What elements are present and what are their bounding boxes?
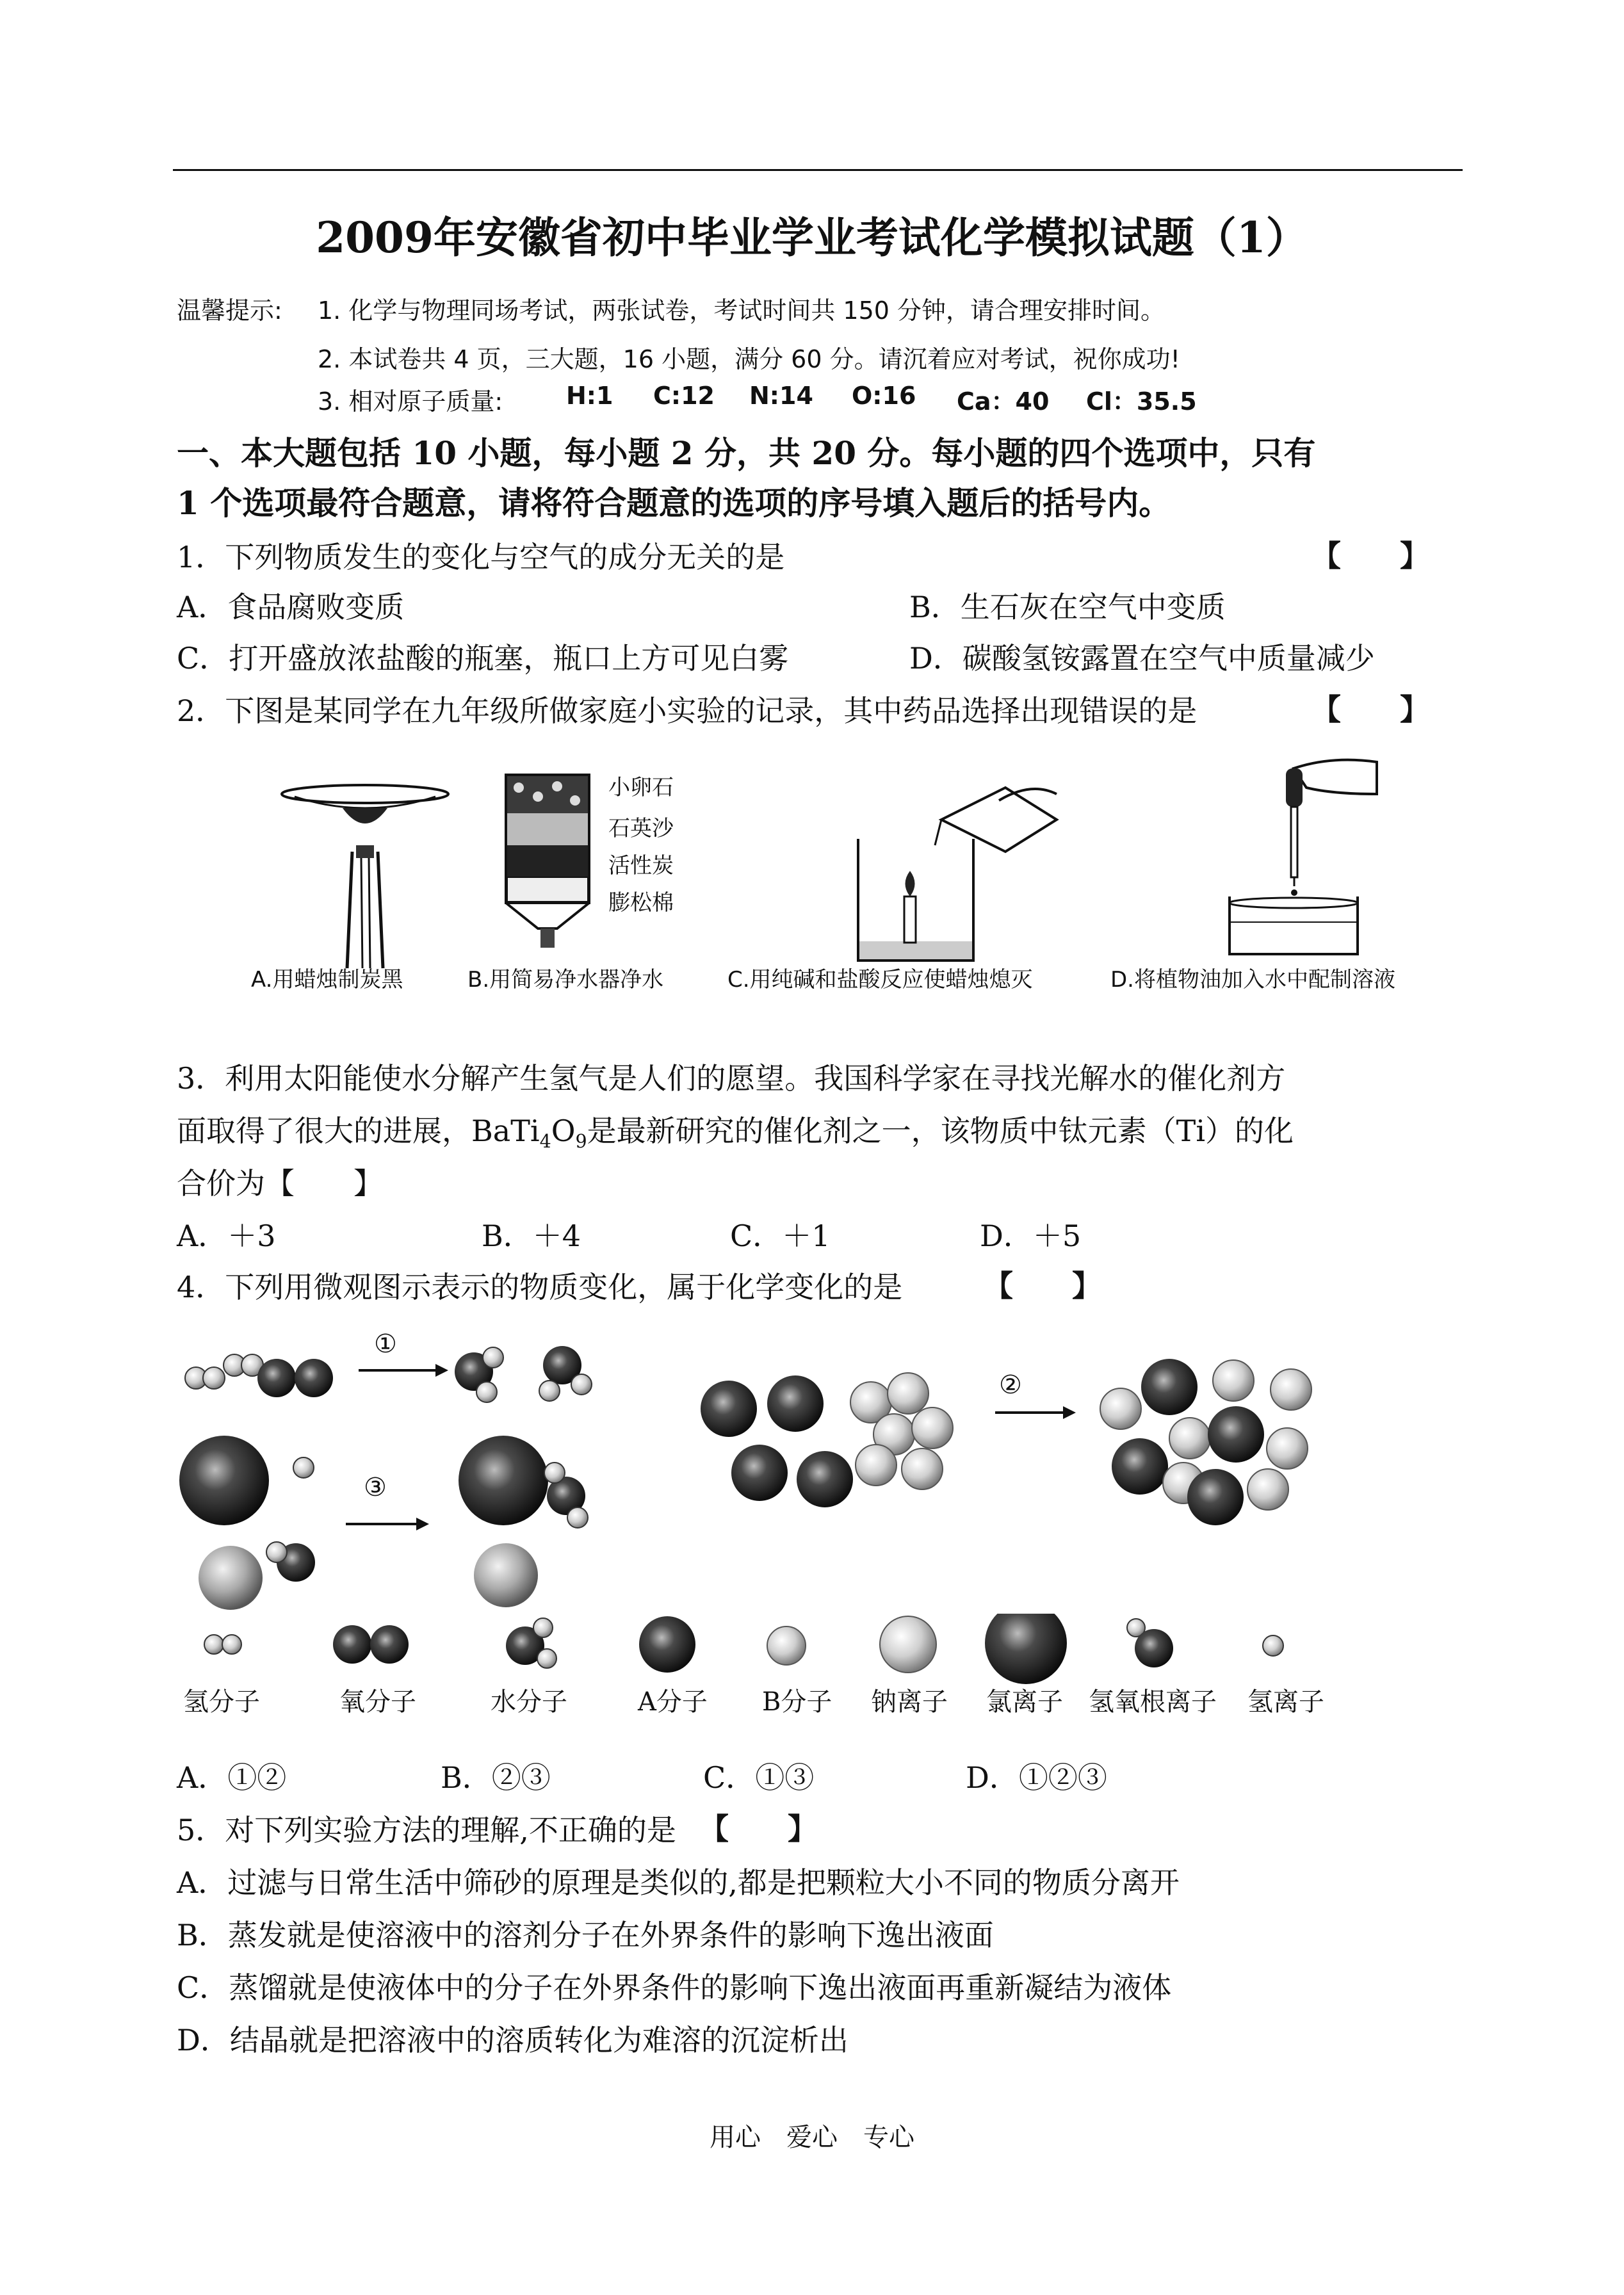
q1-answer-bracket[interactable]: 【 】 (1311, 539, 1429, 573)
q4-option-d: D．①②③ (966, 1760, 1107, 1795)
q4-legend-particles (173, 1614, 1358, 1684)
tips-label: 温馨提示: (177, 296, 282, 325)
q2-figure-c (845, 781, 1063, 967)
section-1-heading-line-2: 1 个选项最符合题意，请将符合题意的选项的序号填入题后的括号内。 (177, 484, 1171, 522)
q4-legend-h2o: 水分子 (491, 1687, 567, 1717)
tip-line-1: 1. 化学与物理同场考试，两张试卷，考试时间共 150 分钟，请合理安排时间。 (318, 296, 1165, 325)
q2-caption-b: B.用简易净水器净水 (467, 967, 664, 993)
mass-cl: Cl：35.5 (1086, 387, 1197, 416)
q3-option-d: D．＋5 (980, 1219, 1082, 1253)
q4-option-a: A．①② (177, 1760, 287, 1795)
q4-stem: 4．下列用微观图示表示的物质变化，属于化学变化的是 (177, 1270, 903, 1304)
q4-legend-h2: 氢分子 (183, 1687, 260, 1717)
q2-answer-bracket[interactable]: 【 】 (1311, 692, 1429, 727)
q2-figure-a (269, 768, 461, 973)
q4-arrow-label-1: ① (374, 1329, 397, 1359)
q4-option-c: C．①③ (703, 1760, 815, 1795)
q5-answer-bracket[interactable]: 【 】 (699, 1812, 817, 1846)
q4-arrow-label-2: ② (999, 1370, 1022, 1400)
q3-option-a: A．＋3 (177, 1219, 276, 1253)
q1-option-b: B．生石灰在空气中变质 (909, 590, 1226, 624)
q5-option-b: B．蒸发就是使溶液中的溶剂分子在外界条件的影响下逸出液面 (177, 1918, 994, 1952)
q2-label-cotton: 膨松棉 (608, 890, 674, 916)
q4-legend-b: B分子 (762, 1687, 832, 1717)
q3-line-2: 面取得了很大的进展，$BaTi_4O_9$是最新研究的催化剂之一，该物质中钛元素（Ti）的化 (177, 1114, 1294, 1153)
q4-legend-a: A分子 (638, 1687, 708, 1717)
q4-arrow-label-3: ③ (364, 1473, 387, 1502)
q2-label-carbon: 活性炭 (608, 853, 674, 879)
q5-option-a: A．过滤与日常生活中筛砂的原理是类似的,都是把颗粒大小不同的物质分离开 (177, 1865, 1180, 1900)
q1-option-a: A．食品腐败变质 (177, 590, 405, 624)
q5-stem: 5．对下列实验方法的理解,不正确的是 (177, 1813, 676, 1847)
q4-legend-oh: 氢氧根离子 (1089, 1687, 1217, 1717)
q4-answer-bracket[interactable]: 【 】 (984, 1269, 1101, 1303)
mass-n: N:14 (749, 382, 813, 410)
q4-reaction-diagrams (173, 1332, 1390, 1614)
q4-legend-na: 钠离子 (871, 1687, 948, 1717)
page-footer: 用心 爱心 专心 (710, 2123, 914, 2152)
q2-caption-c: C.用纯碱和盐酸反应使蜡烛熄灭 (727, 967, 1033, 993)
header-rule (173, 169, 1463, 171)
q2-caption-d: D.将植物油加入水中配制溶液 (1110, 967, 1395, 993)
q2-figure-d (1204, 756, 1383, 961)
q2-label-pebbles: 小卵石 (608, 775, 674, 800)
q1-option-c: C．打开盛放浓盐酸的瓶塞，瓶口上方可见白雾 (177, 641, 789, 676)
section-1-heading-line-1: 一、本大题包括 10 小题，每小题 2 分，共 20 分。每小题的四个选项中，只有 (177, 434, 1316, 472)
q2-label-sand: 石英沙 (608, 816, 674, 841)
mass-o: O:16 (852, 382, 916, 410)
q3-option-c: C．＋1 (730, 1219, 831, 1253)
tip-line-2: 2. 本试卷共 4 页，三大题，16 小题，满分 60 分。请沉着应对考试，祝你成功! (318, 345, 1180, 373)
q4-legend-cl: 氯离子 (986, 1687, 1063, 1717)
q1-stem: 1．下列物质发生的变化与空气的成分无关的是 (177, 540, 785, 574)
q3-option-b: B．＋4 (482, 1219, 581, 1253)
tip-line-3-label: 3. 相对原子质量: (318, 387, 503, 416)
q2-stem: 2．下图是某同学在九年级所做家庭小实验的记录，其中药品选择出现错误的是 (177, 693, 1198, 728)
q2-figure-b (493, 768, 608, 961)
q4-legend-o2: 氧分子 (339, 1687, 416, 1717)
mass-ca: Ca：40 (957, 387, 1050, 416)
q2-caption-a: A.用蜡烛制炭黑 (251, 967, 403, 993)
q4-legend-h: 氢离子 (1247, 1687, 1324, 1717)
mass-c: C:12 (653, 382, 715, 410)
q4-option-b: B．②③ (441, 1760, 551, 1795)
q5-option-c: C．蒸馏就是使液体中的分子在外界条件的影响下逸出液面再重新凝结为液体 (177, 1970, 1172, 2005)
q1-option-d: D．碳酸氢铵露置在空气中质量减少 (909, 641, 1375, 676)
q3-line-3: 合价为【 】 (177, 1166, 383, 1201)
page-title: 2009年安徽省初中毕业学业考试化学模拟试题（1） (316, 213, 1308, 263)
q5-option-d: D．结晶就是把溶液中的溶质转化为难溶的沉淀析出 (177, 2023, 849, 2057)
q3-line-1: 3．利用太阳能使水分解产生氢气是人们的愿望。我国科学家在寻找光解水的催化剂方 (177, 1061, 1286, 1096)
mass-h: H:1 (566, 382, 613, 410)
